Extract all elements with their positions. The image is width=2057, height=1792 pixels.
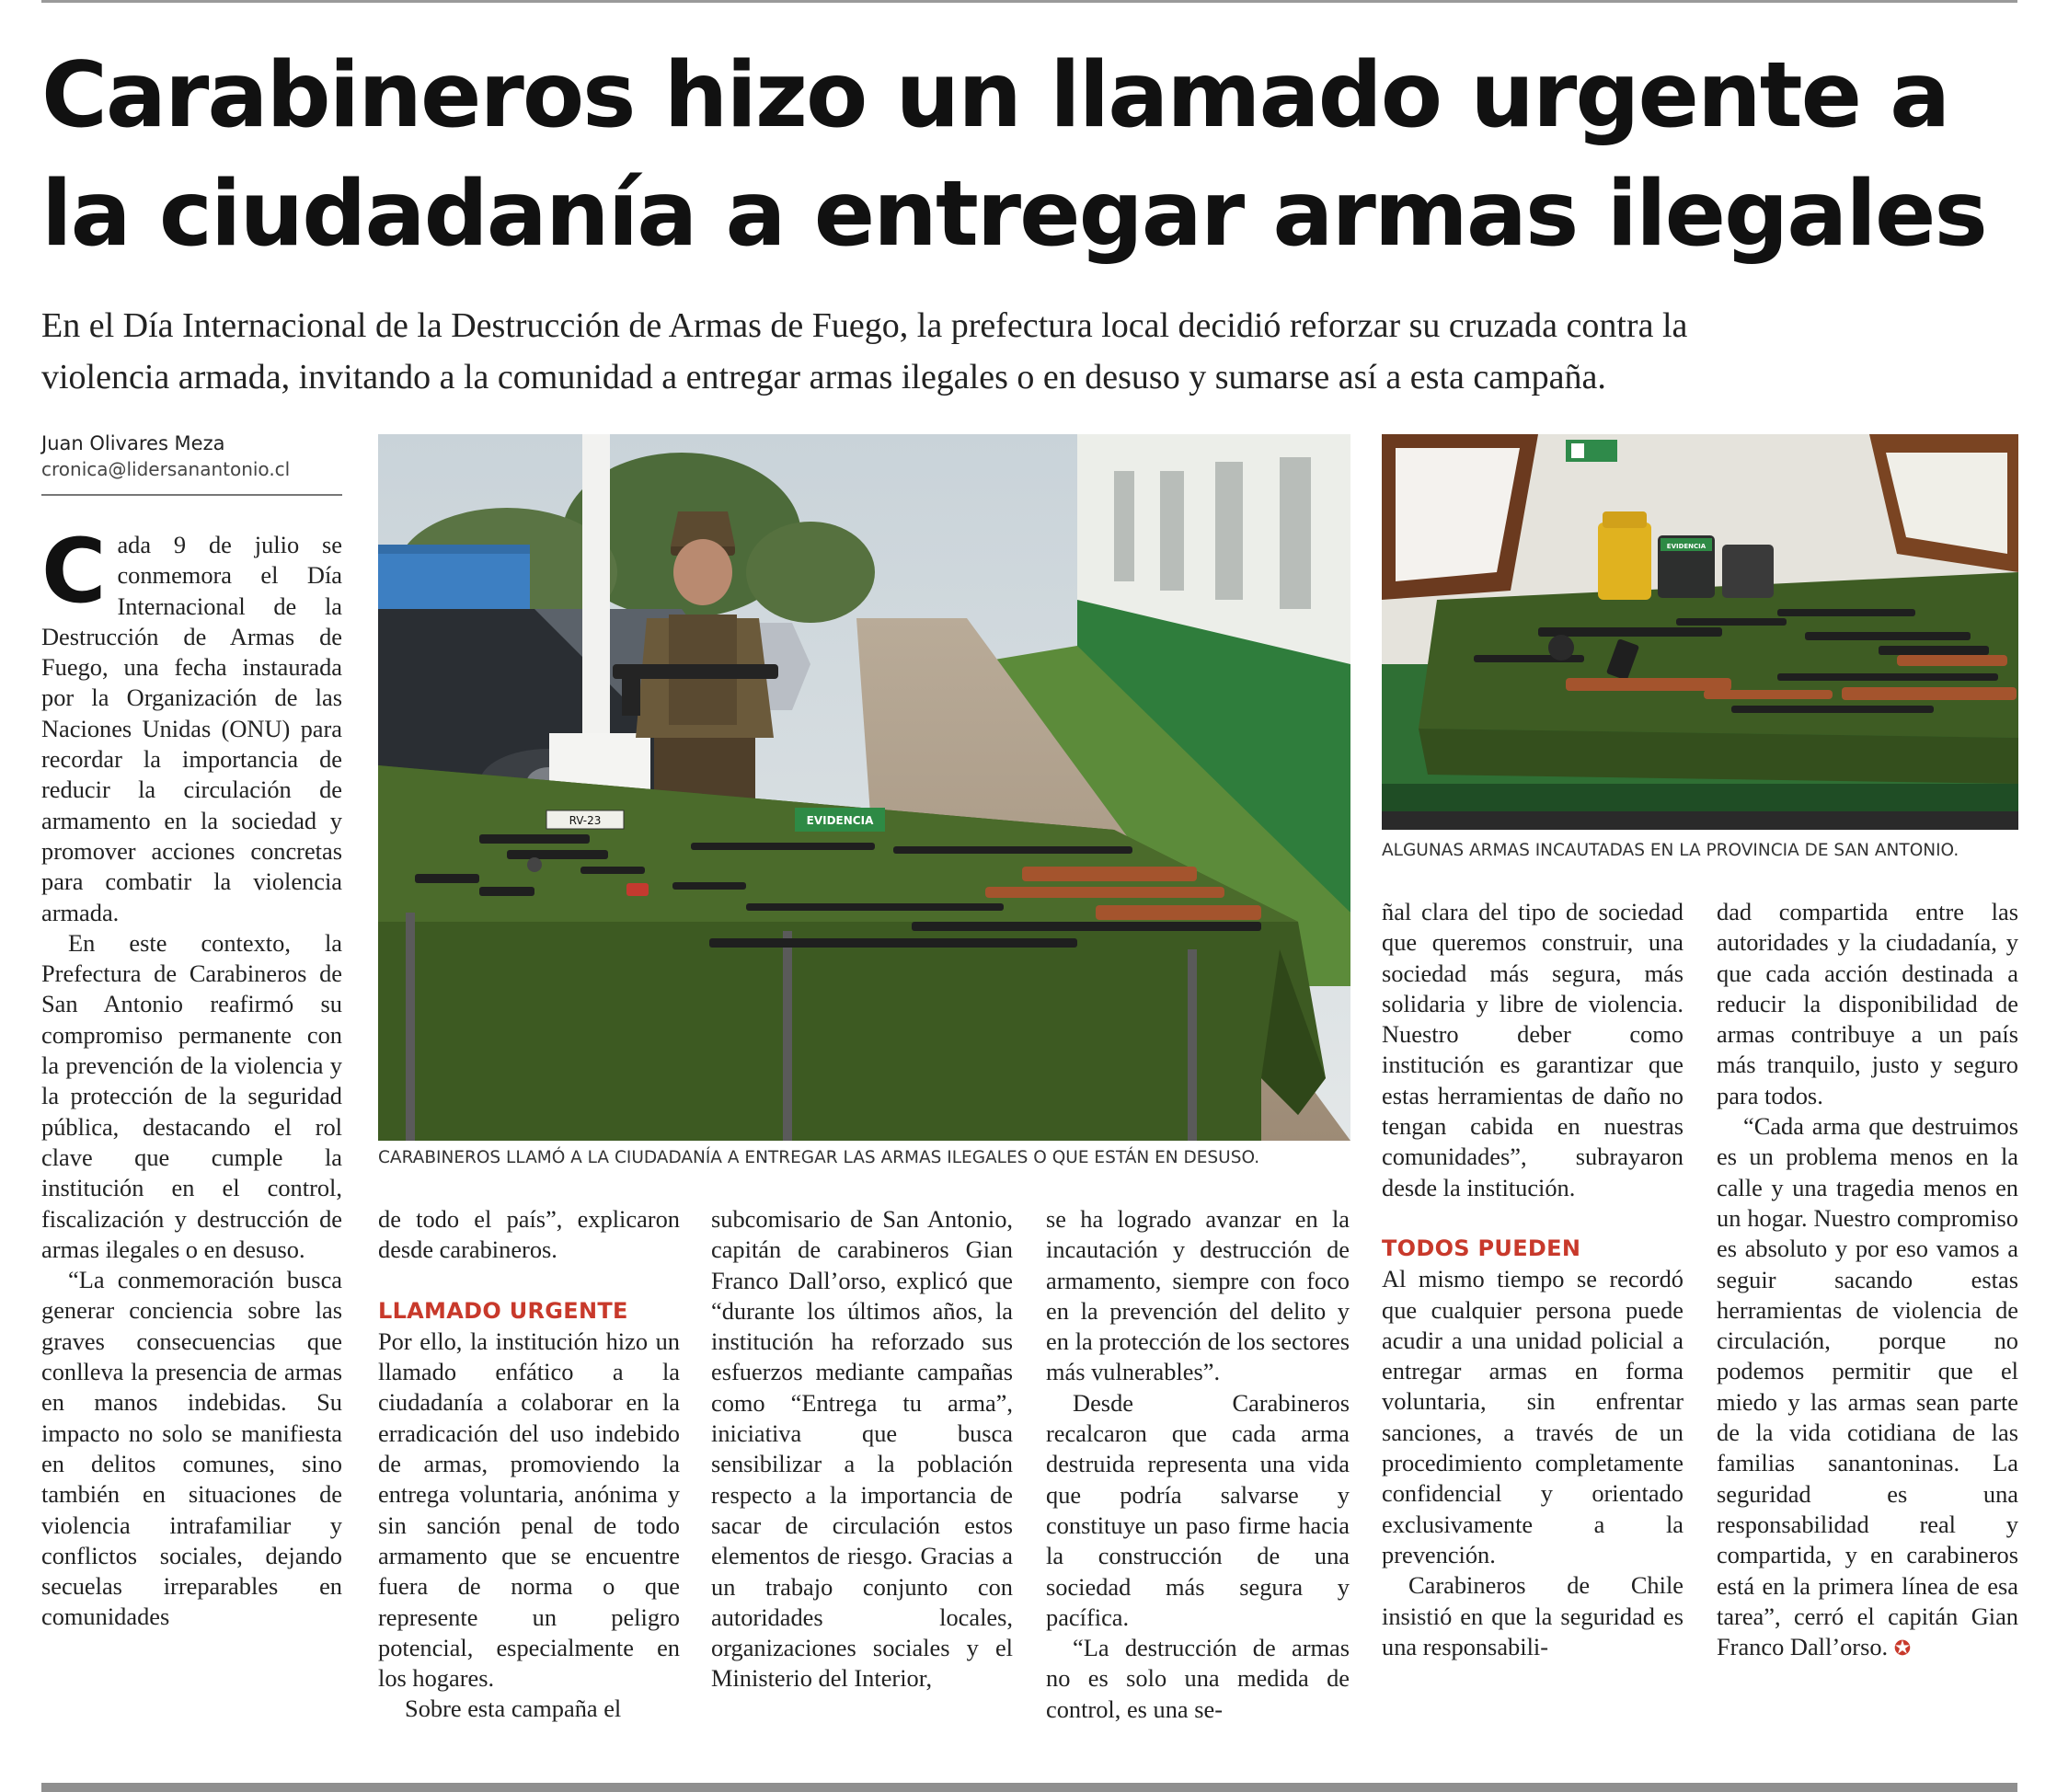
byline-email: cronica@lidersanantonio.cl: [41, 458, 291, 480]
paragraph: subcomisario de San Antonio, capitán de carabineros Gian Franco Dall’orso, explicó que “durante los últimos años, la institución ha reforzado sus esfuerzos mediante campañas como “Entrega tu arma”, iniciativa que busca sensibilizar a la población respecto a la importancia de sacar de circulación estos elementos de riesgo. Gracias a un trabajo conjunto con autoridades locales, organizaciones sociales y el Ministerio del Interior,: [711, 1205, 1013, 1693]
top-rule: [41, 0, 2017, 3]
byline: [41, 431, 342, 482]
paragraph-text: ada 9 de julio se conmemora el Día Internacional de la Destrucción de Armas de Fuego, una fecha instaurada por la Organización de las Naciones Unidas (ONU) para recordar la importancia de reducir la circulación de armamento en la sociedad y promover acciones concretas para combatir la violencia armada.: [41, 531, 342, 926]
paragraph: En este contexto, la Prefectura de Carabineros de San Antonio reafirmó su compromiso permanente con la prevención de la violencia y la protección de la seguridad pública, destacando el rol clave que cumple la institución en el control, fiscalización y destrucción de armas ilegales o en desuso.: [41, 928, 342, 1263]
side-photo-sign-text: EVIDENCIA: [1666, 543, 1707, 550]
paragraph: “La destrucción de armas no es solo una medida de control, es una se-: [1046, 1634, 1350, 1723]
license-plate-text: RV-23: [569, 814, 602, 827]
body-column-1: [41, 520, 342, 1633]
body-column-4: [1046, 1204, 1350, 1725]
side-photo: [1382, 434, 2018, 830]
bottom-rule: [41, 1783, 2017, 1792]
paragraph: de todo el país”, explicaron desde carabineros.: [378, 1205, 680, 1264]
paragraph: [41, 520, 342, 928]
headline-line-1: Carabineros hizo un llamado urgente a: [41, 43, 1949, 148]
paragraph: Carabineros de Chile insistió en que la seguridad es una responsabili-: [1382, 1571, 1684, 1660]
paragraph: “La conmemoración busca generar conciencia sobre las graves consecuencias que conlleva la presencia de armas en manos indebidas. Su impacto no solo se manifiesta en delitos comunes, sino también en situaciones de violencia intrafamiliar y conflictos sociales, dejando secuelas irreparables en comunidades: [41, 1266, 342, 1631]
end-of-article-icon: ✪: [1893, 1637, 1912, 1660]
paragraph: se ha logrado avanzar en la incautación y destrucción de armamento, siempre con foco en la prevención del delito y en la protección de los sectores más vulnerables”.: [1046, 1205, 1350, 1386]
headline: [41, 37, 2019, 274]
main-photo-caption: CARABINEROS LLAMÓ A LA CIUDADANÍA A ENTREGAR LAS ARMAS ILEGALES O QUE ESTÁN EN DESUSO.: [378, 1148, 1260, 1167]
headline-line-2: la ciudadanía a entregar armas ilegales: [41, 162, 1986, 267]
main-photo: [378, 434, 1350, 1141]
byline-divider: [41, 494, 342, 496]
paragraph: ñal clara del tipo de sociedad que queremos construir, una sociedad más segura, más solidaria y libre de violencia. Nuestro deber como institución es garantizar que estas herramientas de daño no tengan cabida en nuestras comunidades”, subrayaron desde la institución.: [1382, 898, 1684, 1201]
drop-cap: C: [41, 520, 107, 623]
main-photo-sign-text: EVIDENCIA: [806, 814, 874, 827]
byline-author: Juan Olivares Meza: [41, 432, 225, 454]
subhead: [41, 300, 2019, 403]
subhead-line-1: En el Día Internacional de la Destrucción de Armas de Fuego, la prefectura local decidió reforzar su cruzada contra la: [41, 306, 1688, 345]
paragraph: Por ello, la institución hizo un llamado enfático a la ciudadanía a colaborar en la erradicación del uso indebido de armas, promoviendo la entrega voluntaria, anónima y sin sanción penal de todo armamento que se encuentre fuera de norma o que represente un peligro potencial, especialmente en los hogares.: [378, 1327, 680, 1693]
paragraph: Al mismo tiempo se recordó que cualquier persona puede acudir a una unidad policial a entregar armas en forma voluntaria, sin enfrentar sanciones, a través de un procedimiento completamente confidencial y orientado exclusivamente a la prevención.: [1382, 1265, 1684, 1568]
side-photo-caption: ALGUNAS ARMAS INCAUTADAS EN LA PROVINCIA DE SAN ANTONIO.: [1382, 841, 1959, 860]
section-heading-llamado: LLAMADO URGENTE: [378, 1297, 628, 1324]
main-photo-illustration: [378, 434, 1350, 1141]
paragraph: Sobre esta campaña el: [405, 1694, 622, 1723]
body-column-5: [1382, 897, 1684, 1662]
paragraph-text: “Cada arma que destruimos es un problema menos en la calle y una tragedia menos en un hogar. Nuestro compromiso es absoluto y por eso vamos a seguir sacando estas herramientas de violencia de circulación, porque no podemos permitir que el miedo y las armas sean parte de la vida cotidiana de las familias sanantoninas. La seguridad es una responsabilidad real y compartida, y en carabineros está en la primera línea de esa tarea”, cerró el capitán Gian Franco Dall’orso.: [1717, 1112, 2018, 1661]
body-column-3: [711, 1204, 1013, 1694]
paragraph: [1717, 1111, 2018, 1663]
subhead-line-2: violencia armada, invitando a la comunidad a entregar armas ilegales o en desuso y sumarse así a esta campaña.: [41, 358, 1606, 396]
section-heading-todos-pueden: TODOS PUEDEN: [1382, 1235, 1581, 1261]
side-photo-illustration: [1382, 434, 2018, 830]
paragraph: dad compartida entre las autoridades y la ciudadanía, y que cada acción destinada a reducir la disponibilidad de armas contribuye a un país más tranquilo, justo y seguro para todos.: [1717, 898, 2018, 1109]
body-column-6: [1717, 897, 2018, 1663]
paragraph: Desde Carabineros recalcaron que cada arma destruida representa una vida que podría salvarse y constituye un paso firme hacia la construcción de una sociedad más segura y pacífica.: [1046, 1388, 1350, 1631]
body-column-2: [378, 1204, 680, 1725]
